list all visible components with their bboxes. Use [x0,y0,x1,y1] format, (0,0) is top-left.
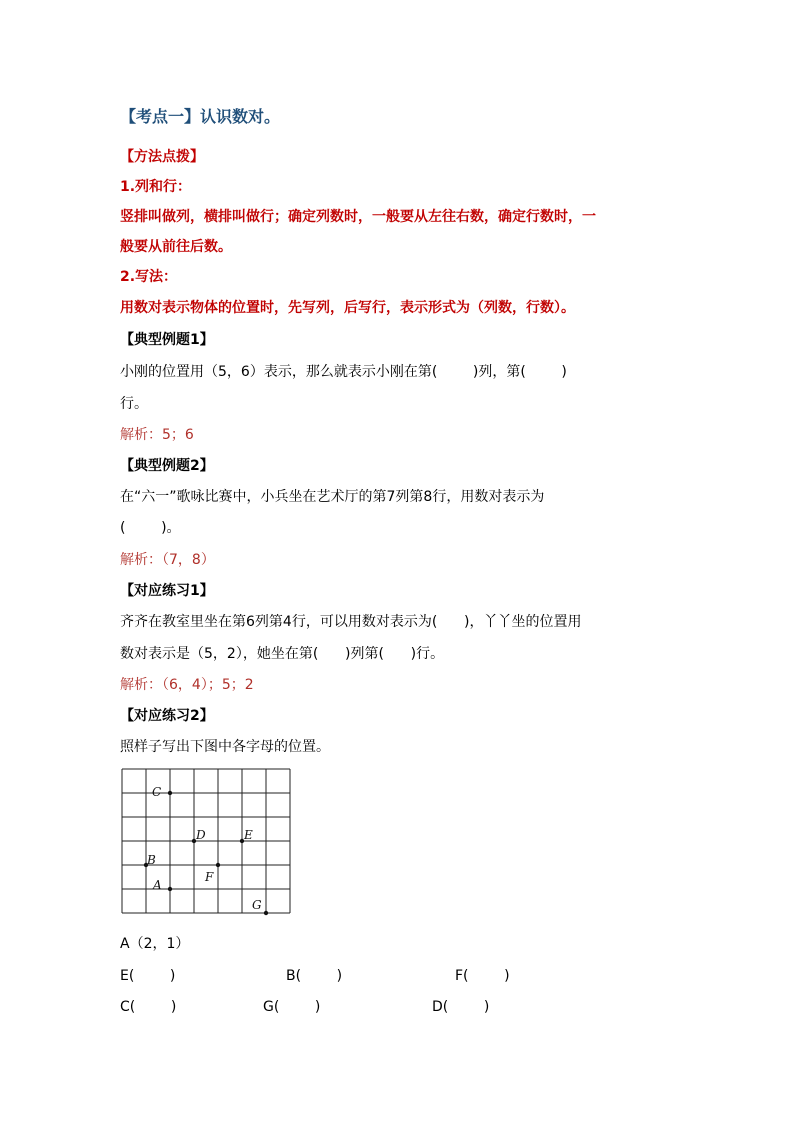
example1-answer: 解析：5；6 [120,427,194,443]
grid-point-label-g: G [252,898,262,912]
practice2-header: 【对应练习2】 [120,708,214,724]
grid-point-label-b: B [147,853,156,867]
grid-point-label-d: D [196,828,206,842]
practice1-answer: 解析：（6，4）；5；2 [120,677,254,693]
example2-header: 【典型例题2】 [120,458,214,474]
point2-text: 用数对表示物体的位置时，先写列，后写行，表示形式为（列数，行数）。 [120,300,575,316]
example1-question-line1: 小刚的位置用（5，6）表示，那么就表示小刚在第( )列，第( ) [120,364,567,380]
example1-question-line2: 行。 [120,396,148,412]
grid-point-a [168,887,172,891]
grid-point-label-a: A [153,878,162,892]
example1-header: 【典型例题1】 [120,332,214,348]
point1-text-line2: 般要从前往后数。 [120,239,232,255]
coordinate-grid [121,768,291,922]
grid-point-f [216,863,220,867]
blank-e: E( ) [120,968,176,984]
blank-b: B( ) [286,968,343,984]
practice1-question-line2: 数对表示是（5，2），她坐在第( )列第( )行。 [120,646,445,662]
grid-point-label-c: C [152,785,162,799]
grid-point-label-f: F [205,870,214,884]
example-answer-a: A（2，1） [120,936,190,952]
blank-g: G( ) [263,999,321,1015]
example2-question-line1: 在“六一”歌咏比赛中，小兵坐在艺术厅的第7列第8行，用数对表示为 [120,489,545,505]
grid-point-label-e: E [244,828,253,842]
practice1-question-line1: 齐齐在教室里坐在第6列第4行，可以用数对表示为( )，丫丫坐的位置用 [120,614,582,630]
example2-answer: 解析：（7，8） [120,552,215,568]
method-header: 【方法点拨】 [120,149,204,165]
section-title: 【考点一】认识数对。 [120,107,281,126]
practice2-instruction: 照样子写出下图中各字母的位置。 [120,739,330,755]
example2-question-line2: ( )。 [120,520,181,536]
point1-text-line1: 竖排叫做列，横排叫做行；确定列数时，一般要从左往右数，确定行数时，一 [120,209,596,225]
practice1-header: 【对应练习1】 [120,583,214,599]
grid-point-g [264,911,268,915]
grid-point-c [168,791,172,795]
point2-title: 2.写法： [120,269,178,285]
blank-f: F( ) [455,968,510,984]
blank-d: D( ) [432,999,490,1015]
blank-c: C( ) [120,999,177,1015]
point1-title: 1.列和行： [120,179,192,195]
